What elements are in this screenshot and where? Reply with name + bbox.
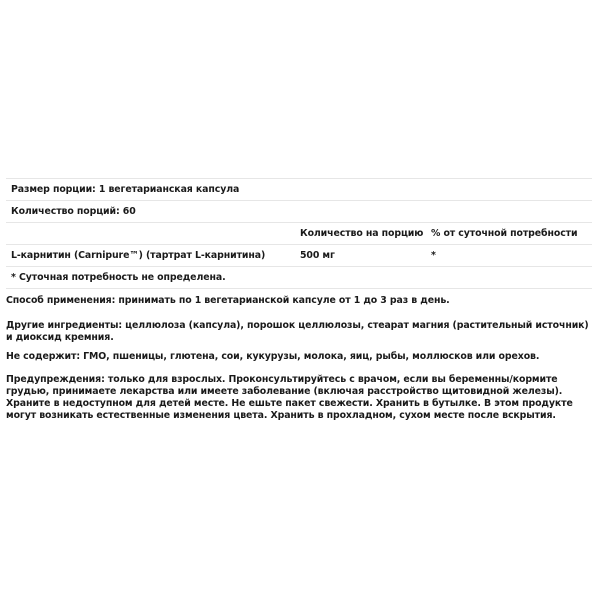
daily-value-header: % от суточной потребности	[431, 228, 578, 239]
ingredient-amount: 500 мг	[300, 250, 335, 261]
serving-size: Размер порции: 1 вегетарианская капсула	[11, 184, 240, 195]
servings-per-container: Количество порций: 60	[11, 206, 136, 217]
serving-size-row	[6, 178, 592, 200]
servings-per-container-row	[6, 200, 592, 222]
ingredient-name: L-карнитин (Carnipure™) (тартрат L-карнитина)	[11, 250, 266, 261]
table-header-row	[6, 222, 592, 244]
other-ingredients: Другие ингредиенты: целлюлоза (капсула), порошок целлюлозы, стеарат магния (растительный источник) и диоксид кремния.	[6, 320, 589, 343]
warnings: Предупреждения: только для взрослых. Проконсультируйтесь с врачом, если вы беременны/кормите грудью, принимаете лекарства или имеете заболевание (включая расстройство щитовидной железы). Храните в недоступном для детей месте. Не ешьте пакет свежести. Хранить в бутылке. В этом продукте могут возникать естественные изменения цвета. Хранить в прохладном, сухом месте после вскрытия.	[6, 374, 573, 421]
table-row	[6, 244, 592, 266]
footnote: * Суточная потребность не определена.	[11, 272, 226, 283]
ingredient-daily-value: *	[431, 250, 436, 261]
directions: Способ применения: принимать по 1 вегетарианской капсуле от 1 до 3 раз в день.	[6, 295, 450, 306]
amount-header: Количество на порцию	[300, 228, 424, 239]
free-of: Не содержит: ГМО, пшеницы, глютена, сои, кукурузы, молока, яиц, рыбы, моллюсков или орехов.	[6, 351, 540, 362]
supplement-facts-table	[6, 178, 592, 289]
footnote-row	[6, 266, 592, 289]
